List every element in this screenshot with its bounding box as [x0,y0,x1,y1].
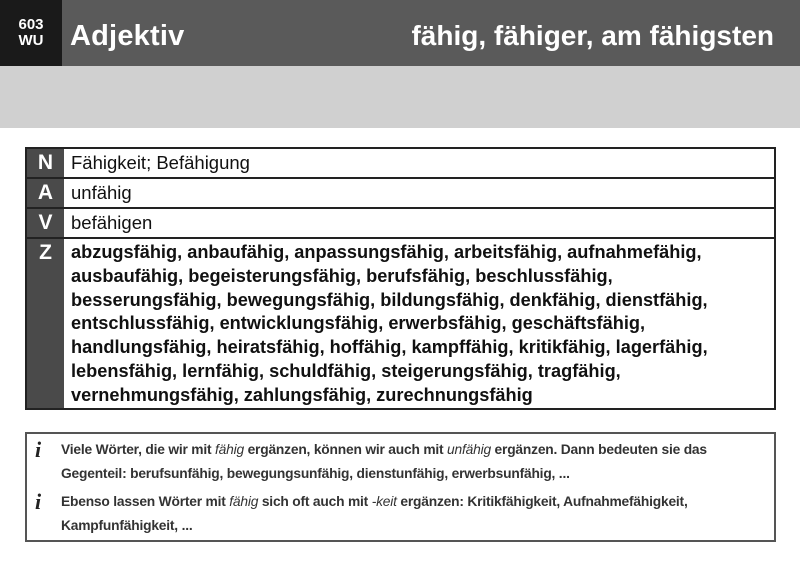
info-box [25,432,776,542]
row-letter-a: A [27,179,64,207]
entry-code-tag [0,0,62,66]
info-icon: i [35,489,42,514]
row-noun [27,149,774,179]
row-letter-z: Z [27,239,64,408]
info-note-text: Ebenso lassen Wörter mit fähig sich oft auch mit -keit ergänzen: Kritikfähigkeit, Aufnahmefähigkeit, Kampfunfähigkeit, ... [61,494,688,533]
row-adjective [27,179,774,209]
row-verb [27,209,774,239]
word-class-title: Adjektiv [70,20,185,52]
compound-line: besserungsfähig, bewegungsfähig, bildungsfähig, denkfähig, dienstfähig, [71,289,708,310]
row-letter-n: N [27,149,64,177]
row-letter-v: V [27,209,64,237]
adjective-forms: unfähig [71,182,132,203]
compound-line: lebensfähig, lernfähig, schuldfähig, steigerungsfähig, tragfähig, [71,360,621,381]
row-compounds [27,239,774,408]
compound-line: vernehmungsfähig, zahlungsfähig, zurechnungsfähig [71,384,533,405]
word-family-table [25,147,776,410]
noun-forms: Fähigkeit; Befähigung [71,152,250,173]
gray-band [0,66,800,128]
compound-line: handlungsfähig, heiratsfähig, hoffähig, kampffähig, kritikfähig, lagerfähig, [71,337,708,358]
verb-forms: befähigen [71,212,153,233]
info-note [35,438,766,486]
entry-number: 603 [18,16,44,33]
compound-list [64,239,774,408]
header-bar [0,0,800,66]
info-icon: i [35,437,42,462]
info-note [35,490,766,538]
compound-line: abzugsfähig, anbaufähig, anpassungsfähig, arbeitsfähig, aufnahmefähig, [71,242,702,262]
compound-line: entschlussfähig, entwicklungsfähig, erwerbsfähig, geschäftsfähig, [71,313,646,334]
info-note-text: Viele Wörter, die wir mit fähig ergänzen, können wir auch mit unfähig ergänzen. Dann bedeuten sie das Gegenteil: berufsunfähig, bewegungsunfähig, dienstunfähig, erwerbsunfähig, ... [61,442,707,481]
comparison-forms: fähig, fähiger, am fähigsten [411,20,774,51]
compound-line: ausbaufähig, begeisterungsfähig, berufsfähig, beschlussfähig, [71,265,613,286]
entry-level: WU [18,32,44,49]
